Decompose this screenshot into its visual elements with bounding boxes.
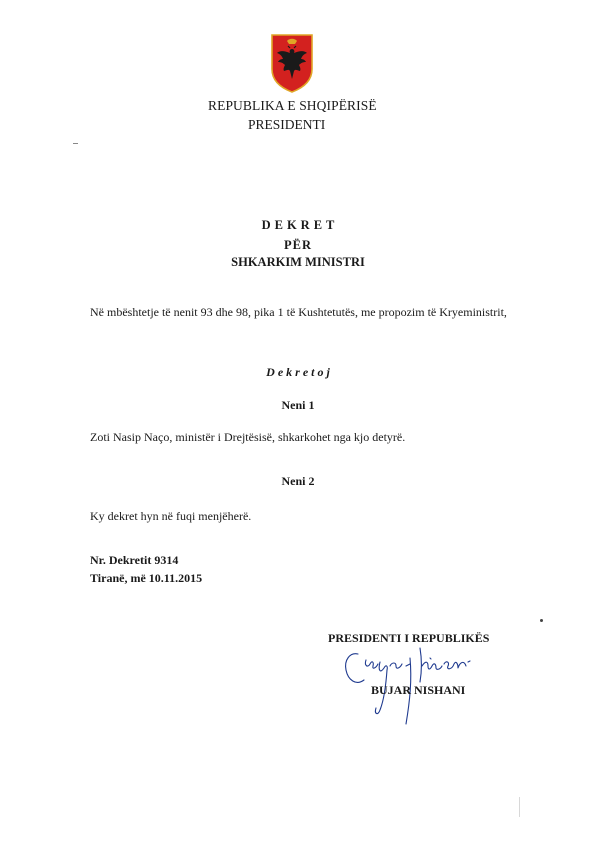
decree-number: Nr. Dekretit 9314 — [90, 553, 179, 567]
article-1-text: Zoti Nasip Naço, ministër i Drejtësisë, shkarkohet nga kjo detyrë. — [90, 430, 406, 444]
scan-dot — [540, 619, 543, 622]
document-subject: SHKARKIM MINISTRI — [231, 255, 365, 269]
scan-mark — [73, 143, 78, 144]
article-2-heading: Neni 2 — [281, 474, 315, 488]
scan-line — [519, 797, 520, 817]
document-title-for: PËR — [284, 238, 312, 252]
decree-place-date: Tiranë, më 10.11.2015 — [90, 571, 203, 585]
article-2-text: Ky dekret hyn në fuqi menjëherë. — [90, 509, 252, 523]
decrees-word: Dekretoj — [266, 365, 333, 379]
signatory-title: PRESIDENTI I REPUBLIKËS — [328, 631, 490, 645]
preamble-paragraph: Në mbështetje të nenit 93 dhe 98, pika 1 të Kushtetutës, me propozim të Kryeministrit, — [90, 305, 507, 319]
coat-of-arms-icon — [270, 33, 314, 93]
signatory-name: BUJAR NISHANI — [371, 683, 466, 697]
header-republic: REPUBLIKA E SHQIPËRISË — [208, 98, 377, 113]
document-title: DEKRET — [261, 218, 339, 232]
header-presidency: PRESIDENTI — [248, 117, 326, 132]
article-1-heading: Neni 1 — [281, 398, 315, 412]
